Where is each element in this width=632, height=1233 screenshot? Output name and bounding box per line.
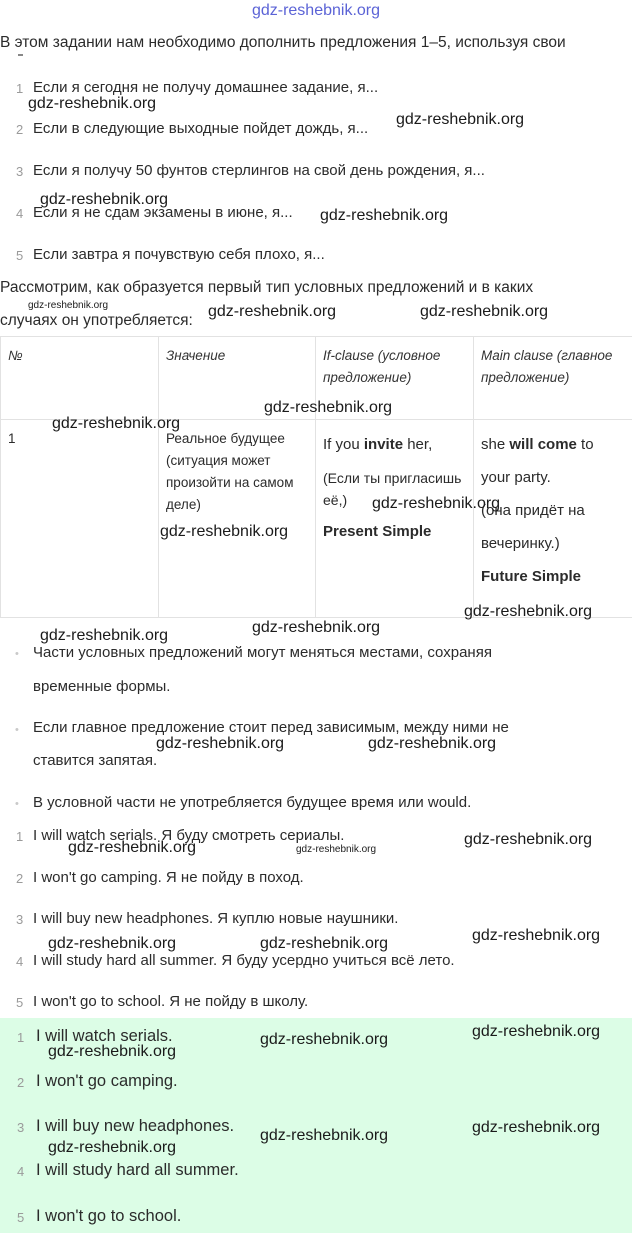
- answer-number: 3: [16, 912, 24, 927]
- cut-off-mark: [18, 54, 23, 56]
- task-item: Если я не сдам экзамены в июне, я...: [33, 204, 293, 221]
- watermark: gdz-reshebnik.org: [208, 303, 337, 320]
- consider-text-line2: случаях он употребляется:: [0, 312, 193, 329]
- watermark: gdz-reshebnik.org: [472, 927, 601, 944]
- watermark: gdz-reshebnik.org: [320, 207, 449, 224]
- note-line: Если главное предложение стоит перед зависимым, между ними не: [33, 719, 509, 736]
- bullet-icon: •: [15, 648, 19, 660]
- answer-number: 2: [16, 871, 24, 886]
- answer-number: 2: [17, 1075, 25, 1090]
- watermark: gdz-reshebnik.org: [156, 735, 285, 752]
- watermark: gdz-reshebnik.org: [40, 627, 169, 644]
- watermark: gdz-reshebnik.org: [372, 495, 501, 512]
- task-item: Если я сегодня не получу домашнее задание, я...: [33, 79, 379, 96]
- note-line: временные формы.: [33, 678, 171, 695]
- watermark: gdz-reshebnik.org: [260, 935, 389, 952]
- if-example: If you invite her,: [323, 436, 433, 453]
- answer-item: I will study hard all summer.: [36, 1161, 239, 1179]
- row-meaning: Реальное будущее (ситуация может произойти на самом деле): [159, 420, 316, 618]
- note-line: Части условных предложений могут меняться местами, сохраняя: [33, 644, 492, 661]
- main-example: she will come to your party.: [481, 436, 594, 486]
- conditional-rule-table: [0, 336, 632, 618]
- row-number: 1: [1, 420, 159, 618]
- watermark: gdz-reshebnik.org: [48, 1139, 177, 1156]
- bullet-icon: •: [15, 798, 19, 810]
- task-number: 5: [16, 248, 24, 263]
- row-if-clause: [316, 420, 474, 618]
- watermark: gdz-reshebnik.org: [264, 399, 393, 416]
- top-watermark[interactable]: gdz-reshebnik.org: [251, 2, 381, 19]
- watermark: gdz-reshebnik.org: [368, 735, 497, 752]
- watermark: gdz-reshebnik.org: [52, 415, 181, 432]
- answer-number: 3: [17, 1120, 25, 1135]
- main-tense: Future Simple: [481, 568, 582, 585]
- watermark: gdz-reshebnik.org: [472, 1023, 601, 1040]
- answer-item: I will buy new headphones. Я куплю новые наушники.: [33, 910, 399, 927]
- consider-text-line1: Рассмотрим, как образуется первый тип условных предложений и в каких: [0, 279, 534, 296]
- answer-number: 5: [17, 1210, 25, 1225]
- watermark: gdz-reshebnik.org: [464, 603, 593, 620]
- watermark: gdz-reshebnik.org: [28, 95, 157, 112]
- answer-number: 1: [16, 829, 24, 844]
- header-if-clause: If-clause (условное предложение): [316, 337, 474, 420]
- table-row: [1, 420, 632, 618]
- if-translation: (Если ты пригласишь её,): [323, 470, 462, 508]
- watermark: gdz-reshebnik.org: [260, 1127, 389, 1144]
- task-item: Если завтра я почувствую себя плохо, я...: [33, 246, 325, 263]
- answer-number: 1: [17, 1030, 25, 1045]
- task-item: Если я получу 50 фунтов стерлингов на свой день рождения, я...: [33, 162, 485, 179]
- watermark: gdz-reshebnik.org: [472, 1119, 601, 1136]
- answer-number: 5: [16, 995, 24, 1010]
- answer-item: I won't go to school.: [36, 1207, 182, 1225]
- answer-item: I will watch serials.: [36, 1027, 173, 1045]
- note-line: ставится запятая.: [33, 752, 158, 769]
- answer-item: I will buy new headphones.: [36, 1117, 235, 1135]
- watermark: gdz-reshebnik.org: [296, 844, 377, 855]
- watermark: gdz-reshebnik.org: [260, 1031, 389, 1048]
- watermark: gdz-reshebnik.org: [160, 523, 289, 540]
- watermark: gdz-reshebnik.org: [396, 111, 525, 128]
- watermark: gdz-reshebnik.org: [464, 831, 593, 848]
- answer-item: I won't go to school. Я не пойду в школу.: [33, 993, 309, 1010]
- main-translation: (она придёт на вечеринку.): [481, 502, 585, 552]
- task-number: 3: [16, 164, 24, 179]
- task-item: Если в следующие выходные пойдет дождь, я...: [33, 120, 369, 137]
- row-main-clause: [474, 420, 632, 618]
- watermark: gdz-reshebnik.org: [252, 619, 381, 636]
- bullet-icon: •: [15, 724, 19, 736]
- header-main-clause: Main clause (главное предложение): [474, 337, 632, 420]
- watermark: gdz-reshebnik.org: [68, 839, 197, 856]
- watermark: gdz-reshebnik.org: [48, 1043, 177, 1060]
- watermark: gdz-reshebnik.org: [48, 935, 177, 952]
- watermark: gdz-reshebnik.org: [40, 191, 169, 208]
- answer-item: I will study hard all summer. Я буду усердно учиться всё лето.: [33, 952, 455, 969]
- if-tense: Present Simple: [323, 523, 432, 540]
- note-line: В условной части не употребляется будущее время или would.: [33, 794, 472, 811]
- answer-number: 4: [16, 954, 24, 969]
- answer-item: I will watch serials. Я буду смотреть сериалы.: [33, 827, 345, 844]
- watermark: gdz-reshebnik.org: [420, 303, 549, 320]
- answer-item: I won't go camping. Я не пойду в поход.: [33, 869, 304, 886]
- intro-text: В этом задании нам необходимо дополнить предложения 1–5, используя свои: [0, 34, 566, 51]
- task-number: 2: [16, 122, 24, 137]
- header-meaning: Значение: [159, 337, 316, 420]
- answer-number: 4: [17, 1164, 25, 1179]
- header-number: №: [1, 337, 159, 420]
- task-number: 1: [16, 81, 24, 96]
- task-number: 4: [16, 206, 24, 221]
- watermark: gdz-reshebnik.org: [28, 300, 109, 311]
- answer-item: I won't go camping.: [36, 1072, 178, 1090]
